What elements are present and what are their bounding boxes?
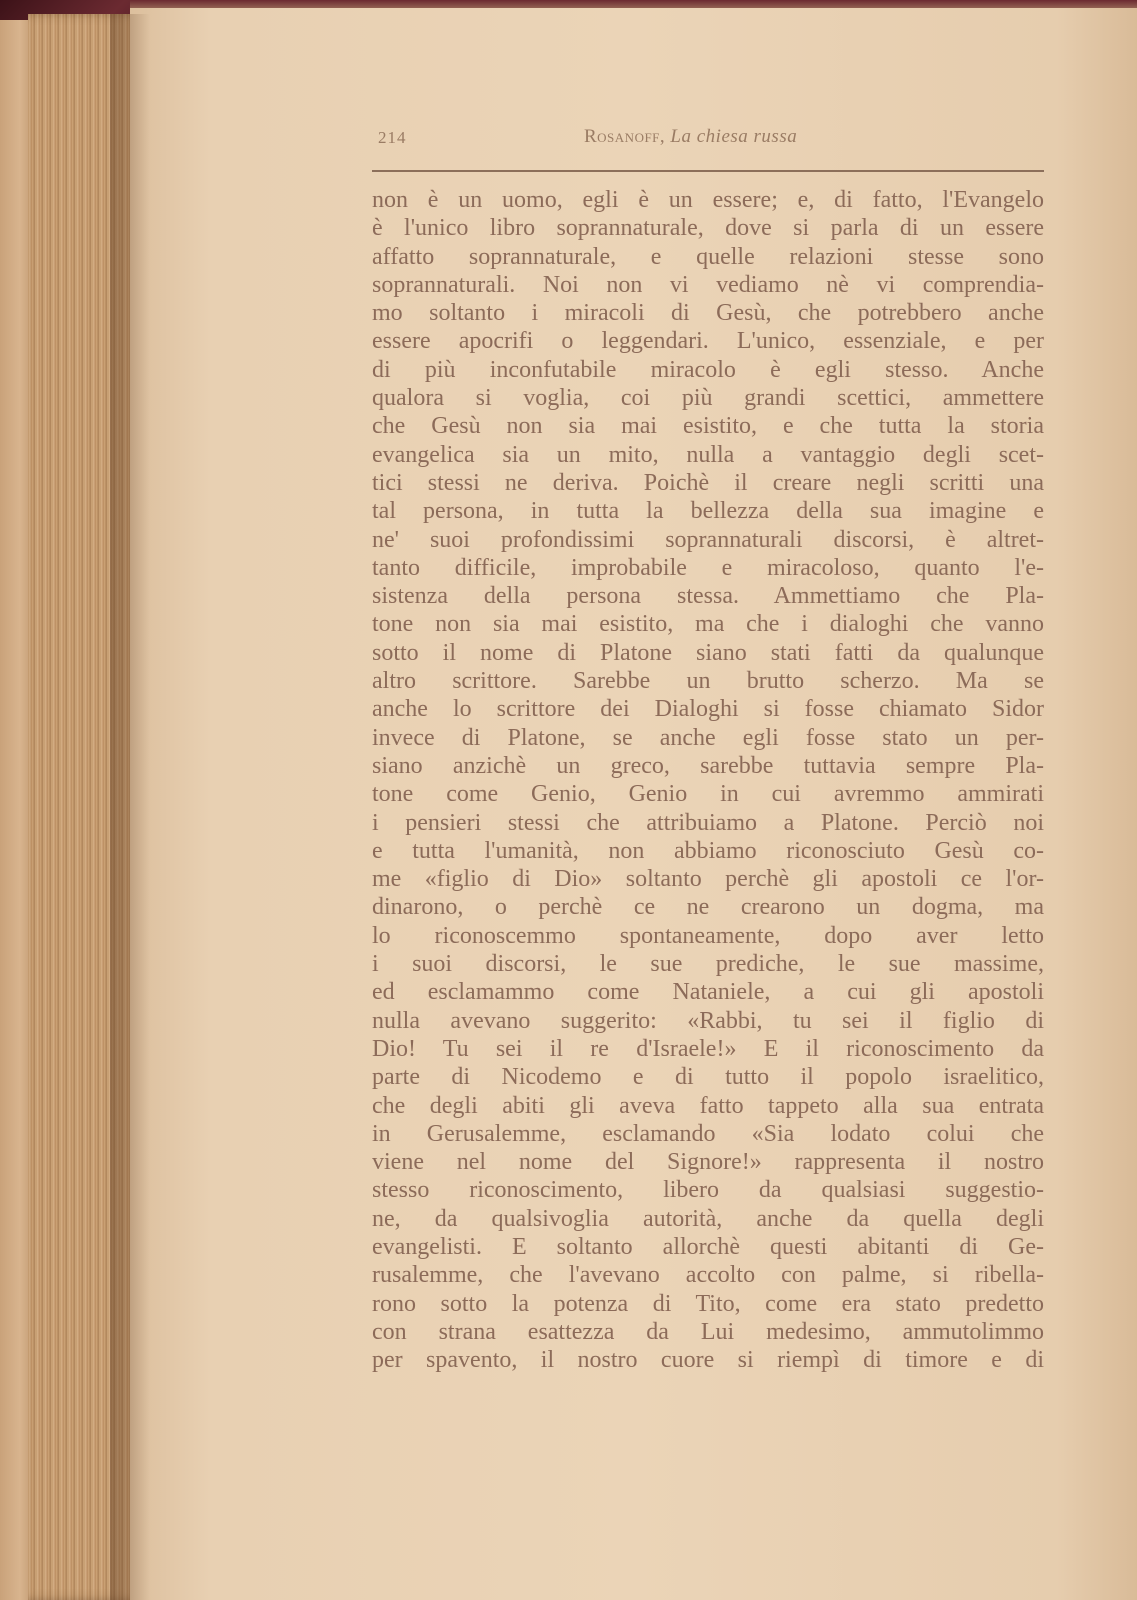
text-line: evangelisti. E soltanto allorchè questi abitanti di Ge- [372,1233,1044,1260]
text-line: nulla avevano suggerito: «Rabbi, tu sei il figlio di [372,1007,1044,1034]
text-line: di più inconfutabile miracolo è egli stesso. Anche [372,356,1044,383]
text-line: essere apocrifi o leggendari. L'unico, essenziale, e per [372,328,1044,355]
text-line: affatto soprannaturale, e quelle relazioni stesse sono [372,243,1044,270]
text-line: qualora si voglia, coi più grandi scettici, ammettere [372,385,1044,412]
text-line: Dio! Tu sei il re d'Israele!» E il riconoscimento da [372,1035,1044,1062]
text-line: tanto difficile, improbabile e miracoloso, quanto l'e- [372,554,1044,581]
text-line: anche lo scrittore dei Dialoghi si fosse chiamato Sidor [372,696,1044,723]
running-head-title: La chiesa russa [670,126,798,147]
text-line: viene nel nome del Signore!» rappresenta il nostro [372,1149,1044,1176]
text-line: tal persona, in tutta la bellezza della sua imagine e [372,498,1044,525]
text-line: i suoi discorsi, le sue prediche, le sue massime, [372,951,1044,978]
text-line: ne' suoi profondissimi soprannaturali discorsi, è altret- [372,526,1044,553]
text-line: mo soltanto i miracoli di Gesù, che potrebbero anche [372,300,1044,327]
text-line: tone non sia mai esistito, ma che i dialoghi che vanno [372,611,1044,638]
page-header [372,126,1044,156]
text-line: sotto il nome di Platone siano stati fatti da qualunque [372,639,1044,666]
text-line: in Gerusalemme, esclamando «Sia lodato colui che [372,1120,1044,1147]
text-line: soprannaturali. Noi non vi vediamo nè vi comprendia- [372,271,1044,298]
text-line: i pensieri stessi che attribuiamo a Platone. Perciò noi [372,809,1044,836]
gutter-shadow [110,14,150,1600]
text-line: rono sotto la potenza di Tito, come era stato predetto [372,1290,1044,1317]
text-line: lo riconoscemmo spontaneamente, dopo aver letto [372,922,1044,949]
text-line: evangelica sia un mito, nulla a vantaggio degli scet- [372,441,1044,468]
body-text [372,186,1044,1374]
text-line: invece di Platone, se anche egli fosse stato un per- [372,724,1044,751]
text-line: sistenza della persona stessa. Ammettiamo che Pla- [372,583,1044,610]
text-line: ed esclamammo come Nataniele, a cui gli apostoli [372,979,1044,1006]
text-line: con strana esattezza da Lui medesimo, ammutolimmo [372,1318,1044,1345]
running-head [584,126,797,148]
text-line: me «figlio di Dio» soltanto perchè gli apostoli ce l'or- [372,866,1044,893]
header-rule [372,170,1044,172]
text-line: parte di Nicodemo e di tutto il popolo israelitico, [372,1064,1044,1091]
page-number: 214 [378,128,407,147]
text-line: siano anzichè un greco, sarebbe tuttavia sempre Pla- [372,752,1044,779]
text-line: è l'unico libro soprannaturale, dove si parla di un essere [372,215,1044,242]
text-line: che Gesù non sia mai esistito, e che tutta la storia [372,413,1044,440]
text-line: per spavento, il nostro cuore si riempì di timore e di [372,1347,1044,1374]
text-line: tone come Genio, Genio in cui avremmo ammirati [372,781,1044,808]
text-line: altro scrittore. Sarebbe un brutto scherzo. Ma se [372,668,1044,695]
text-line: ne, da qualsivoglia autorità, anche da quella degli [372,1205,1044,1232]
running-head-author: Rosanoff, [584,126,666,147]
text-line: rusalemme, che l'avevano accolto con palme, si ribella- [372,1262,1044,1289]
text-line: che degli abiti gli aveva fatto tappeto alla sua entrata [372,1092,1044,1119]
text-line: e tutta l'umanità, non abbiamo riconosciuto Gesù co- [372,837,1044,864]
text-line: tici stessi ne deriva. Poichè il creare negli scritti una [372,469,1044,496]
text-line: non è un uomo, egli è un essere; e, di fatto, l'Evangelo [372,187,1044,213]
text-line: dinarono, o perchè ce ne crearono un dogma, ma [372,894,1044,921]
text-line: stesso riconoscimento, libero da qualsiasi suggestio- [372,1177,1044,1204]
